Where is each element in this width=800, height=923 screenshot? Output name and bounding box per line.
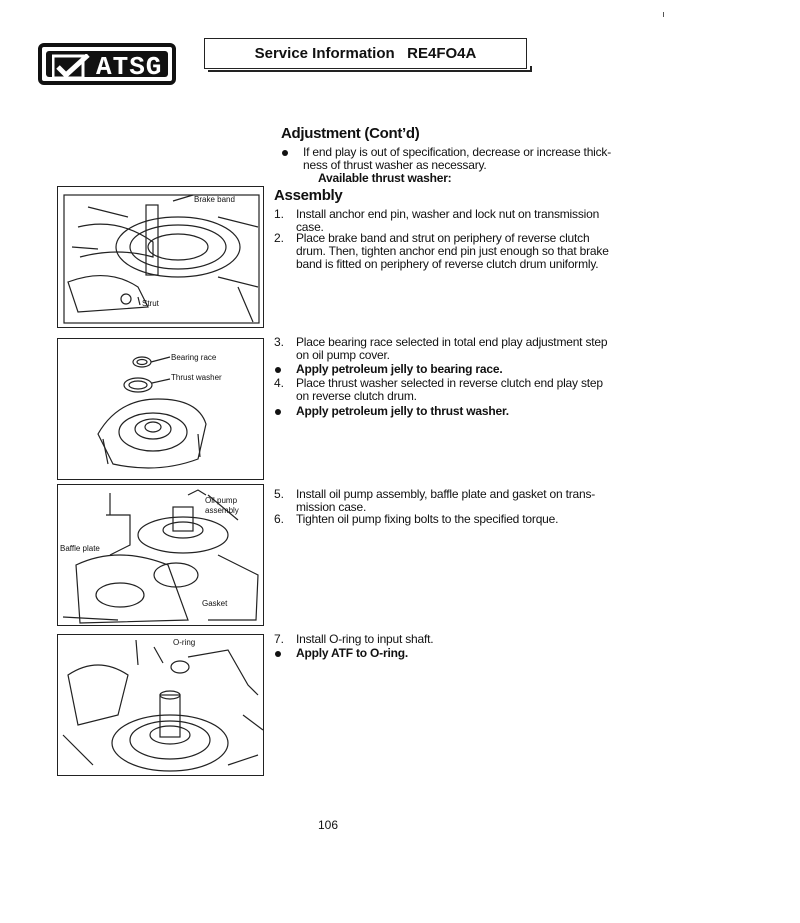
logo-text: ATSG: [96, 52, 163, 82]
callout-label: Strut: [142, 299, 159, 308]
step-text: on reverse clutch drum.: [296, 389, 417, 403]
bullet-icon: [275, 651, 281, 657]
figure-bearing-race: [57, 338, 264, 480]
bullet-icon: [275, 409, 281, 415]
step-number: 5.: [274, 487, 285, 501]
step-text: case.: [296, 220, 324, 234]
step-text: Install anchor end pin, washer and lock nut on transmission: [296, 207, 600, 221]
callout-label: Thrust washer: [171, 373, 222, 382]
callout-label: Bearing race: [171, 353, 217, 362]
adjustment-text-2: ness of thrust washer as necessary.: [303, 158, 487, 172]
step-text: on oil pump cover.: [296, 348, 390, 362]
assembly-heading: Assembly: [274, 187, 343, 204]
title-box: [204, 38, 527, 69]
step-text: Install oil pump assembly, baffle plate and gasket on trans-: [296, 487, 596, 501]
callout-label: Baffle plate: [60, 544, 100, 553]
brake-band-illustration: [58, 187, 264, 328]
figure-oil-pump: [57, 484, 264, 626]
page-title: Service Information RE4FO4A: [254, 45, 477, 62]
callout-label: assembly: [205, 506, 239, 515]
callout-label: Brake band: [194, 195, 235, 204]
callout-label: Oil pump: [205, 496, 238, 505]
bullet-icon: [282, 150, 288, 156]
step-number: 6.: [274, 512, 285, 526]
available-washer-label: Available thrust washer:: [318, 171, 452, 185]
bullet-icon: [275, 367, 281, 373]
step-text: band is fitted on periphery of reverse clutch drum uniformly.: [296, 257, 599, 271]
step-text: drum. Then, tighten anchor end pin just enough so that brake: [296, 244, 609, 258]
step-number: 7.: [274, 632, 285, 646]
step-number: 2.: [274, 231, 285, 245]
step-text: Tighten oil pump fixing bolts to the specified torque.: [296, 512, 559, 526]
checkmark-icon: [52, 54, 90, 80]
step-text: mission case.: [296, 500, 367, 514]
scan-mark: [663, 12, 664, 17]
step-text: Place bearing race selected in total end play adjustment step: [296, 335, 608, 349]
callout-label: O-ring: [173, 638, 196, 647]
note-bold: Apply petroleum jelly to bearing race.: [296, 362, 503, 376]
callout-label: Gasket: [202, 599, 228, 608]
atsg-logo: [38, 43, 176, 85]
adjustment-heading: Adjustment (Cont’d): [281, 125, 420, 142]
step-number: 3.: [274, 335, 285, 349]
step-number: 4.: [274, 376, 285, 390]
step-text: Place brake band and strut on periphery of reverse clutch: [296, 231, 590, 245]
o-ring-illustration: [58, 635, 264, 776]
step-text: Place thrust washer selected in reverse clutch end play step: [296, 376, 603, 390]
adjustment-text-1: If end play is out of specification, decrease or increase thick-: [303, 145, 612, 159]
figure-brake-band: [57, 186, 264, 328]
step-number: 1.: [274, 207, 285, 221]
step-text: Install O-ring to input shaft.: [296, 632, 434, 646]
figure-o-ring: [57, 634, 264, 776]
note-bold: Apply ATF to O-ring.: [296, 646, 408, 660]
page-number: 106: [318, 818, 339, 832]
note-bold: Apply petroleum jelly to thrust washer.: [296, 404, 509, 418]
bearing-race-illustration: [58, 339, 264, 480]
